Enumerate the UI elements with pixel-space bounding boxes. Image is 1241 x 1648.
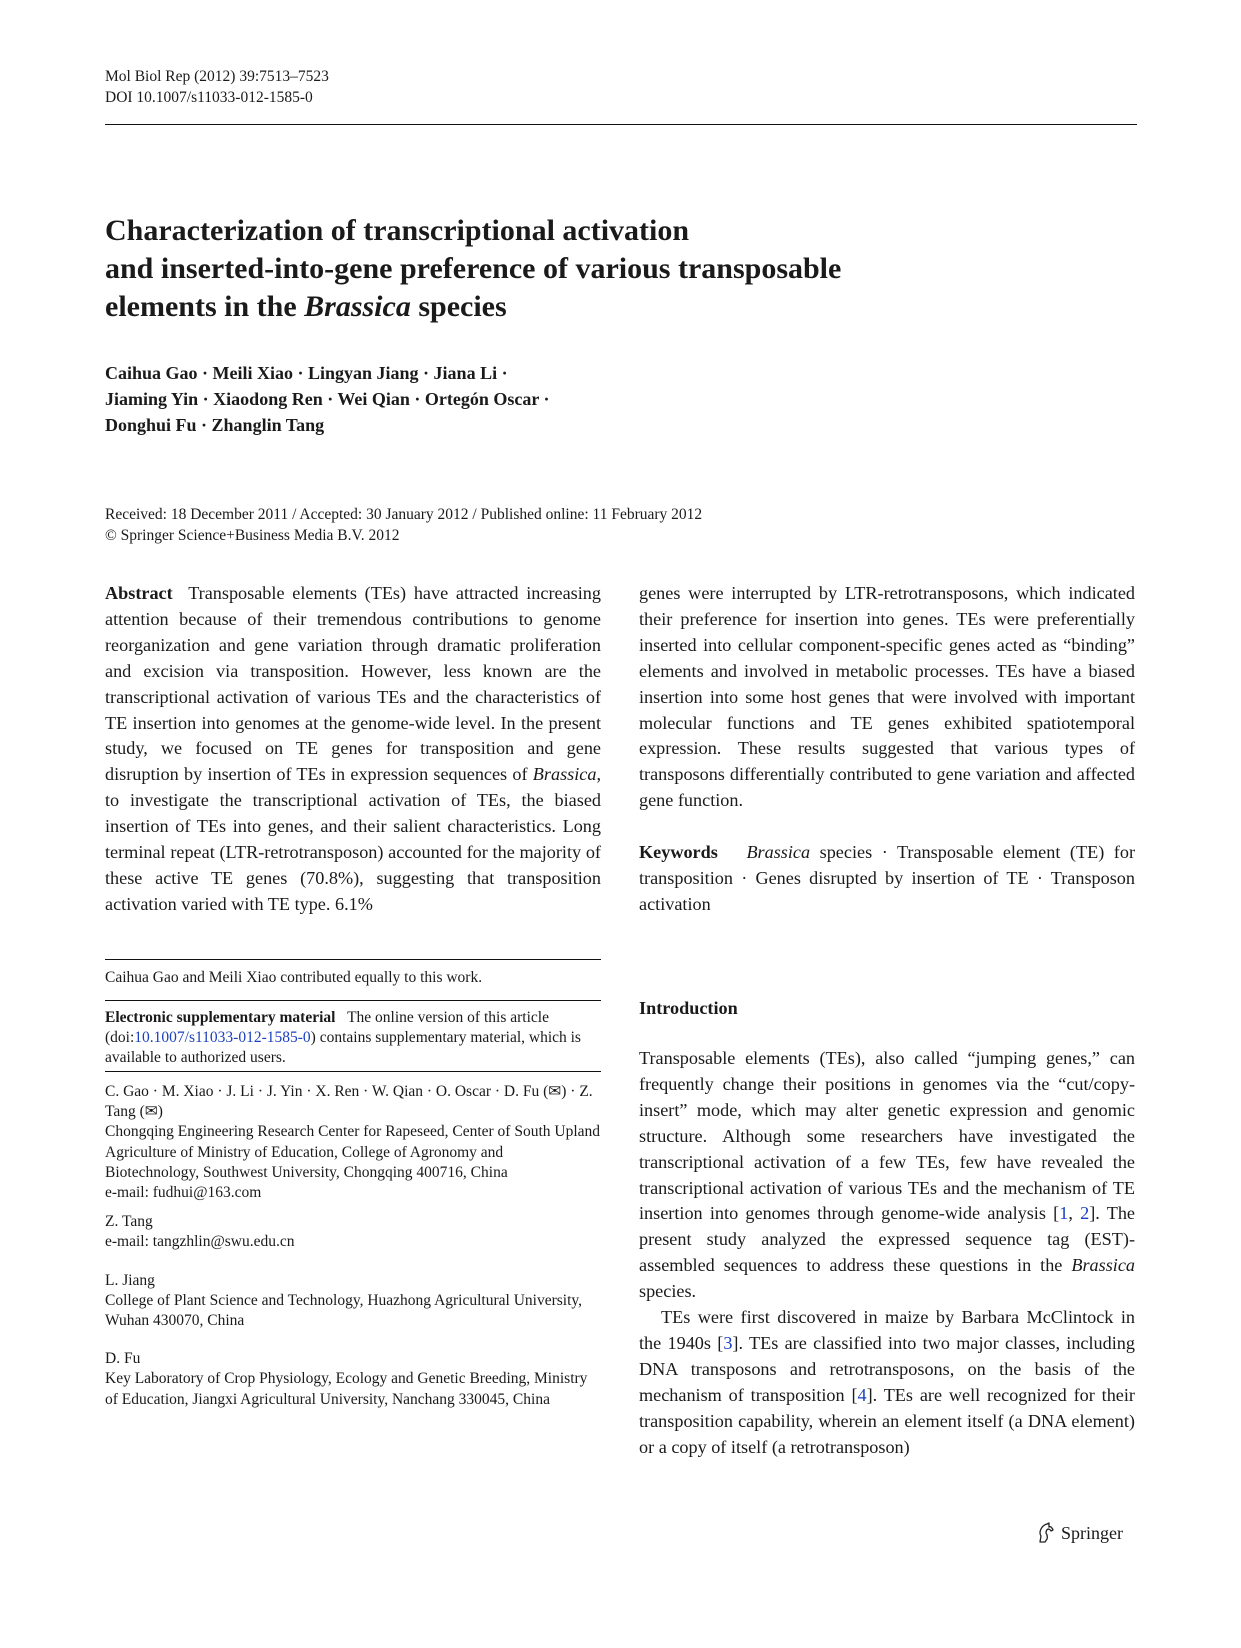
intro-p2-text-c: ]. TEs are well recognized for their transposition capability, wherein an element itself (a DNA element) or a copy of itself (a retrotransposon) bbox=[639, 1384, 1135, 1457]
authors-line-2: Jiaming Yin · Xiaodong Ren · Wei Qian · Ortegón Oscar · bbox=[105, 389, 550, 409]
affiliation-4-address: Key Laboratory of Crop Physiology, Ecology and Genetic Breeding, Ministry of Education, Jiangxi Agricultural University, Nanchang 330045, China bbox=[105, 1370, 588, 1408]
copyright-line: © Springer Science+Business Media B.V. 2012 bbox=[105, 527, 400, 544]
keywords-label: Keywords bbox=[639, 842, 718, 863]
title-line-1: Characterization of transcriptional activation bbox=[105, 214, 690, 247]
publisher-name: Springer bbox=[1061, 1522, 1123, 1543]
affiliation-1-names: C. Gao · M. Xiao · J. Li · J. Yin · X. Ren · W. Qian · O. Oscar · D. Fu (✉) · Z. Tang (✉) bbox=[105, 1083, 593, 1121]
intro-paragraph-2 bbox=[639, 1305, 1135, 1460]
article-title bbox=[105, 212, 1005, 326]
authors-line-3: Donghui Fu · Zhanglin Tang bbox=[105, 415, 325, 435]
authors-line-1: Caihua Gao · Meili Xiao · Lingyan Jiang · Jiana Li · bbox=[105, 363, 508, 383]
footnote-rule-bottom bbox=[105, 1071, 601, 1072]
affiliations bbox=[105, 1082, 601, 1410]
esm-text-a: The online version of this article (doi: bbox=[105, 1009, 549, 1047]
abstract-genus: Brassica bbox=[532, 764, 597, 785]
footnote-rule-middle bbox=[105, 1000, 601, 1001]
affiliation-3-name: L. Jiang bbox=[105, 1271, 155, 1289]
title-genus: Brassica bbox=[304, 290, 411, 323]
title-line-3-post: species bbox=[410, 290, 507, 323]
equal-contribution-note bbox=[105, 968, 601, 988]
journal-doi: DOI 10.1007/s11033-012-1585-0 bbox=[105, 89, 313, 106]
header-rule bbox=[105, 124, 1137, 125]
springer-horse-icon bbox=[1036, 1522, 1056, 1544]
abstract-label: Abstract bbox=[105, 583, 173, 603]
esm-label: Electronic supplementary material bbox=[105, 1009, 336, 1026]
intro-p1-genus: Brassica bbox=[1071, 1255, 1135, 1276]
title-line-3-pre: elements in the bbox=[105, 290, 305, 323]
esm-paragraph bbox=[105, 1008, 601, 1069]
intro-p1-sep: , bbox=[1068, 1203, 1081, 1224]
title-line-2: and inserted-into-gene preference of various transposable bbox=[105, 252, 842, 285]
author-list bbox=[105, 360, 805, 438]
affiliation-4-name: D. Fu bbox=[105, 1350, 141, 1368]
affiliation-1-address: Chongqing Engineering Research Center for Rapeseed, Center of South Upland Agriculture of Ministry of Education, College of Agronomy and Biotechnology, Southwest University, Chongqing 400716, China bbox=[105, 1123, 601, 1181]
abstract-text-2: , to investigate the transcriptional activation of TEs, the biased insertion of TEs into genes, and their salient characteristics. Long terminal repeat (LTR-retrotransposon) accounted for the majority of these active TE genes (70.8%), suggesting that transposition activation varied with TE type. 6.1% bbox=[105, 764, 601, 914]
keywords-genus: Brassica bbox=[746, 842, 811, 863]
citation-link-4[interactable]: 4 bbox=[857, 1384, 867, 1405]
journal-citation: Mol Biol Rep (2012) 39:7513–7523 bbox=[105, 68, 329, 85]
esm-text-b: ) contains supplementary material, which is available to authorized users. bbox=[105, 1029, 581, 1067]
publisher-logo bbox=[1036, 1522, 1123, 1544]
citation-link-1[interactable]: 1 bbox=[1059, 1203, 1069, 1224]
intro-p1-text-a: Transposable elements (TEs), also called “jumping genes,” can frequently change their positions in genomes via the “cut/copy-insert” mode, which may alter genetic expression and genomic structure. Although some researchers have investigated the transcriptional activation of a few TEs, few have revealed the transcriptional activation of various TEs and the mechanism of TE insertion into genomes through genome-wide analysis [ bbox=[639, 1048, 1135, 1224]
abstract-right-column bbox=[639, 581, 1135, 918]
introduction-body bbox=[639, 1046, 1135, 1461]
journal-header bbox=[105, 66, 329, 108]
citation-link-2[interactable]: 2 bbox=[1080, 1203, 1090, 1224]
esm-note bbox=[105, 1008, 601, 1069]
affiliation-3-address: College of Plant Science and Technology, Huazhong Agricultural University, Wuhan 430070, China bbox=[105, 1291, 583, 1330]
keywords-text: species · Transposable element (TE) for transposition · Genes disrupted by insertion of TE · Transposon activation bbox=[639, 842, 1136, 914]
affiliation-1-email: e-mail: fudhui@163.com bbox=[105, 1184, 262, 1202]
abstract-left-column bbox=[105, 581, 601, 918]
affiliation-2-name: Z. Tang bbox=[105, 1213, 153, 1231]
intro-p1-text-c: species. bbox=[639, 1281, 697, 1302]
keywords bbox=[639, 840, 1135, 918]
abstract-text-1: Transposable elements (TEs) have attracted increasing attention because of their tremendous contributions to genome reorganization and gene variation through dramatic proliferation and excision via transposition. However, less known are the transcriptional activation of various TEs and the characteristics of TE insertion into genomes at the genome-wide level. In the present study, we focused on TE genes for transposition and gene disruption by insertion of TEs in expression sequences of bbox=[105, 583, 601, 785]
intro-p2-text-a: TEs were first discovered in maize by Barbara McClintock in the 1940s [ bbox=[639, 1307, 1135, 1353]
intro-p1-text-b: ]. The present study analyzed the expressed sequence tag (EST)-assembled sequences to address these questions in the bbox=[639, 1203, 1136, 1276]
intro-paragraph-1 bbox=[639, 1046, 1135, 1305]
esm-doi-link[interactable]: 10.1007/s11033-012-1585-0 bbox=[134, 1029, 311, 1047]
footnote-rule-top bbox=[105, 959, 601, 960]
affiliation-2-email: e-mail: tangzhlin@swu.edu.cn bbox=[105, 1233, 295, 1251]
intro-p2-text-b: ]. TEs are classified into two major classes, including DNA transposons and retrotransposons, on the basis of the mechanism of transposition [ bbox=[639, 1332, 1135, 1405]
publication-dates bbox=[105, 504, 702, 546]
publication-history: Received: 18 December 2011 / Accepted: 30 January 2012 / Published online: 11 February 2012 bbox=[105, 506, 703, 523]
introduction-heading: Introduction bbox=[639, 998, 738, 1018]
citation-link-3[interactable]: 3 bbox=[723, 1332, 733, 1353]
equal-contribution-text: Caihua Gao and Meili Xiao contributed equally to this work. bbox=[105, 969, 483, 986]
abstract-paragraph bbox=[105, 581, 601, 918]
abstract-continued: genes were interrupted by LTR-retrotransposons, which indicated their preference for insertion into genes. TEs were preferentially inserted into cellular component-specific genes acted as “binding” elements and involved in metabolic processes. TEs have a biased insertion into some host genes that were involved with important molecular functions and TE genes exhibited spatiotemporal expression. These results suggested that various types of transposons differentially contributed to gene variation and affected gene function. bbox=[639, 583, 1135, 811]
